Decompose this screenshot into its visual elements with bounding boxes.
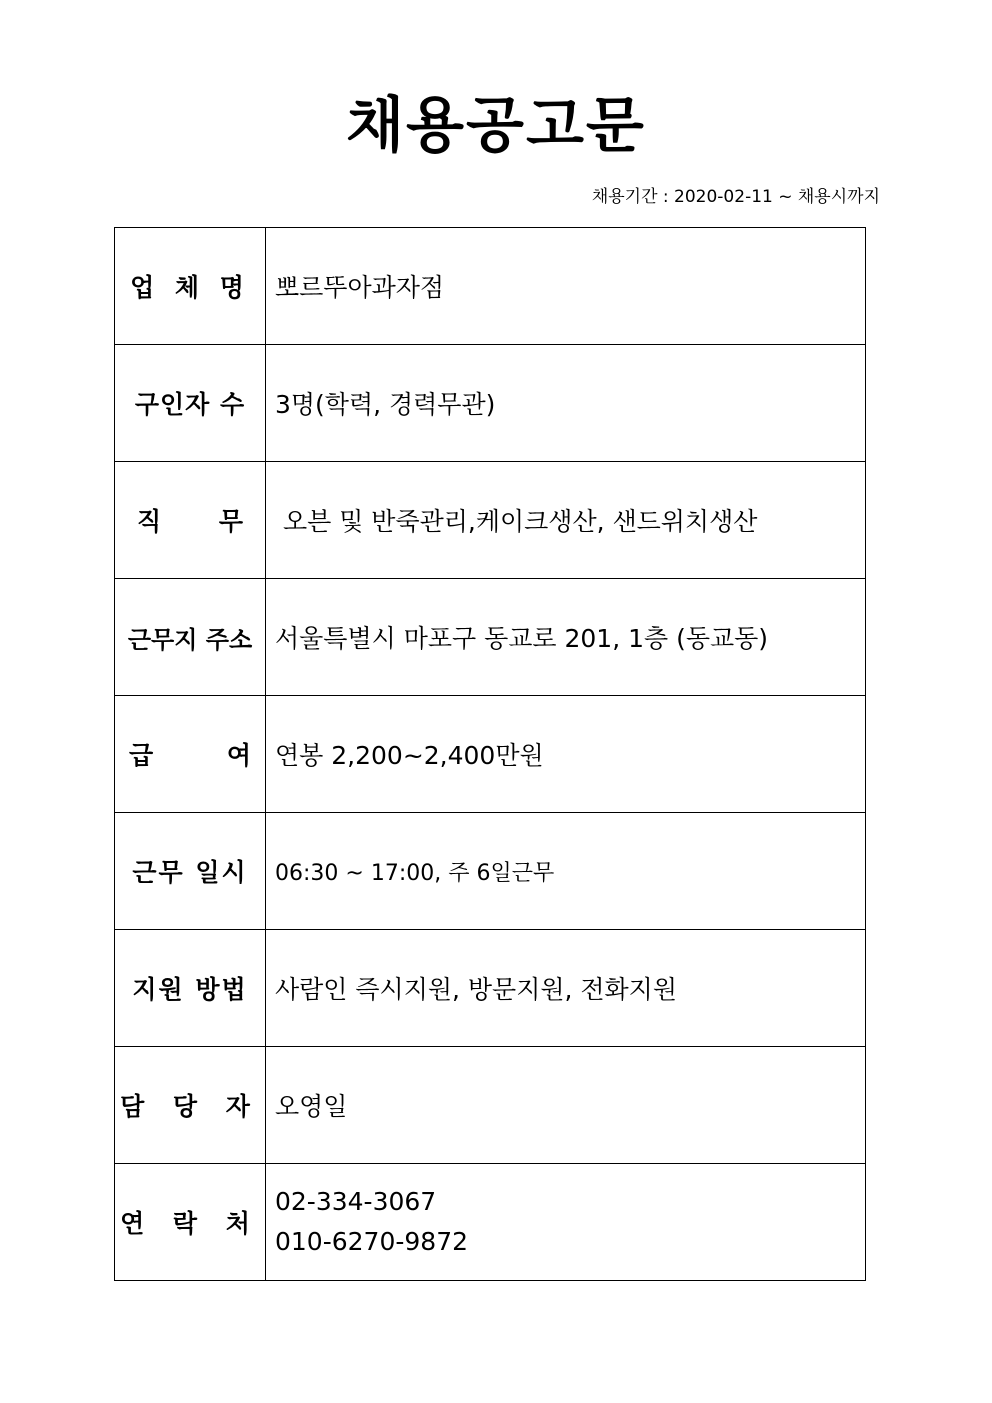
contact-person-label: 담 당 자 bbox=[115, 1047, 266, 1164]
salary-label-left: 급 bbox=[129, 741, 154, 770]
contact-person-value: 오영일 bbox=[266, 1047, 866, 1164]
table-row-apply-method bbox=[115, 930, 866, 1047]
table-row-company bbox=[115, 228, 866, 345]
table-row-contact-person bbox=[115, 1047, 866, 1164]
phone-values bbox=[266, 1164, 866, 1281]
work-hours-value: 06:30 ~ 17:00, 주 6일근무 bbox=[266, 813, 866, 930]
page-title: 채용공고문 bbox=[346, 91, 646, 161]
headcount-label: 구인자 수 bbox=[115, 345, 266, 462]
phone-number-2: 010-6270-9872 bbox=[275, 1227, 469, 1256]
recruitment-period: 채용기간 : 2020-02-11 ~ 채용시까지 bbox=[591, 187, 880, 207]
phone-number-1: 02-334-3067 bbox=[275, 1187, 437, 1216]
duty-label-left: 직 bbox=[137, 507, 162, 536]
table-row-duty bbox=[115, 462, 866, 579]
table-row-address bbox=[115, 579, 866, 696]
salary-label-right: 여 bbox=[226, 741, 251, 770]
company-name-label: 업 체 명 bbox=[115, 228, 266, 345]
headcount-value: 3명(학력, 경력무관) bbox=[266, 345, 866, 462]
table-row-phone bbox=[115, 1164, 866, 1281]
salary-value: 연봉 2,200~2,400만원 bbox=[266, 696, 866, 813]
table-row-work-hours bbox=[115, 813, 866, 930]
work-hours-label: 근무 일시 bbox=[115, 813, 266, 930]
table-row-salary bbox=[115, 696, 866, 813]
salary-label bbox=[115, 696, 266, 813]
address-value: 서울특별시 마포구 동교로 201, 1층 (동교동) bbox=[266, 579, 866, 696]
address-label: 근무지 주소 bbox=[115, 579, 266, 696]
duty-label-right: 무 bbox=[218, 507, 243, 536]
duty-label bbox=[115, 462, 266, 579]
company-name-value: 뽀르뚜아과자점 bbox=[266, 228, 866, 345]
job-info-table bbox=[114, 227, 866, 1281]
phone-label: 연 락 처 bbox=[115, 1164, 266, 1281]
apply-method-value: 사람인 즉시지원, 방문지원, 전화지원 bbox=[266, 930, 866, 1047]
apply-method-label: 지원 방법 bbox=[115, 930, 266, 1047]
duty-value: 오븐 및 반죽관리,케이크생산, 샌드위치생산 bbox=[266, 462, 866, 579]
table-row-headcount bbox=[115, 345, 866, 462]
